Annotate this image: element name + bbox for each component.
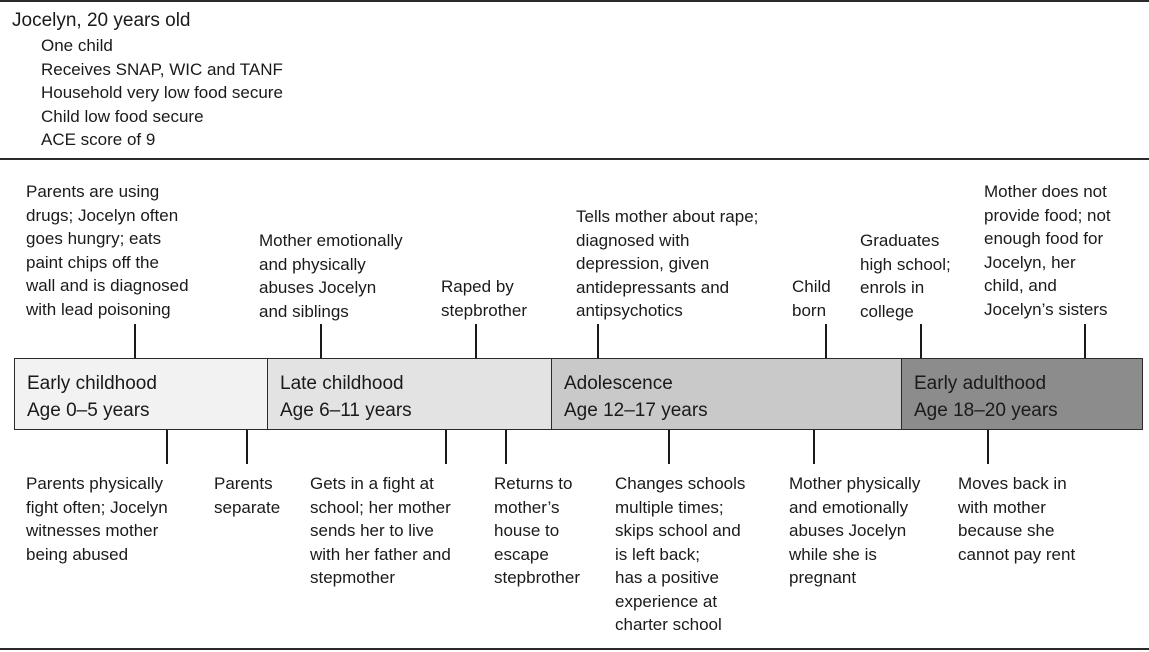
event-connector [597, 324, 599, 358]
event-above: Mother emotionally and physically abuses Jocelyn and siblings [259, 231, 403, 321]
stage-early-adulthood [901, 358, 1143, 430]
event-below: Parents physically fight often; Jocelyn witnesses mother being abused [26, 474, 168, 564]
profile-detail: Household very low food secure [41, 83, 283, 102]
stage-age: Age 6–11 years [280, 400, 412, 421]
event-connector [246, 430, 248, 464]
event-connector [134, 324, 136, 358]
event-connector [668, 430, 670, 464]
event-below: Parents separate [214, 474, 281, 517]
event-below: Changes schools multiple times; skips school and is left back; has a positive experience at charter school [615, 474, 746, 634]
stage-late-childhood [267, 358, 552, 430]
stage-name: Early adulthood [914, 373, 1047, 394]
event-below: Returns to mother’s house to escape stepbrother [494, 474, 580, 587]
stage-age: Age 0–5 years [27, 400, 150, 421]
event-above: Mother does not provide food; not enough food for Jocelyn, her child, and Jocelyn’s sisters [984, 182, 1111, 319]
profile-detail: Child low food secure [41, 106, 204, 126]
event-connector [825, 324, 827, 358]
event-above: Raped by stepbrother [441, 277, 527, 320]
stage-age: Age 12–17 years [564, 400, 708, 421]
event-connector [987, 430, 989, 464]
stage-adolescence [551, 358, 902, 430]
event-above: Tells mother about rape; diagnosed with depression, given antidepressants and antipsychotics [576, 207, 759, 320]
profile-detail: ACE score of 9 [41, 130, 156, 149]
profile-name: Jocelyn, 20 years old [12, 10, 191, 31]
event-connector [166, 430, 168, 464]
bottom-rule [0, 648, 1149, 650]
event-connector [813, 430, 815, 464]
event-connector [920, 324, 922, 358]
stage-age: Age 18–20 years [914, 400, 1058, 421]
event-connector [320, 324, 322, 358]
event-above: Graduates high school; enrols in college [860, 231, 951, 321]
event-connector [445, 430, 447, 464]
event-above: Parents are using drugs; Jocelyn often goes hungry; eats paint chips off the wall and is diagnosed with lead poisoning [26, 182, 189, 319]
profile-detail: Receives SNAP, WIC and TANF [41, 59, 283, 79]
event-above: Child born [792, 277, 831, 320]
event-below: Mother physically and emotionally abuses Jocelyn while she is pregnant [789, 474, 921, 587]
event-connector [1084, 324, 1086, 358]
stage-name: Adolescence [564, 373, 673, 394]
event-below: Gets in a fight at school; her mother sends her to live with her father and stepmother [310, 474, 451, 587]
event-connector [475, 324, 477, 358]
stage-name: Early childhood [27, 373, 157, 394]
stage-early-childhood [14, 358, 268, 430]
event-connector [505, 430, 507, 464]
profile-detail: One child [41, 36, 113, 55]
event-below: Moves back in with mother because she cannot pay rent [958, 474, 1076, 564]
stage-name: Late childhood [280, 373, 404, 394]
